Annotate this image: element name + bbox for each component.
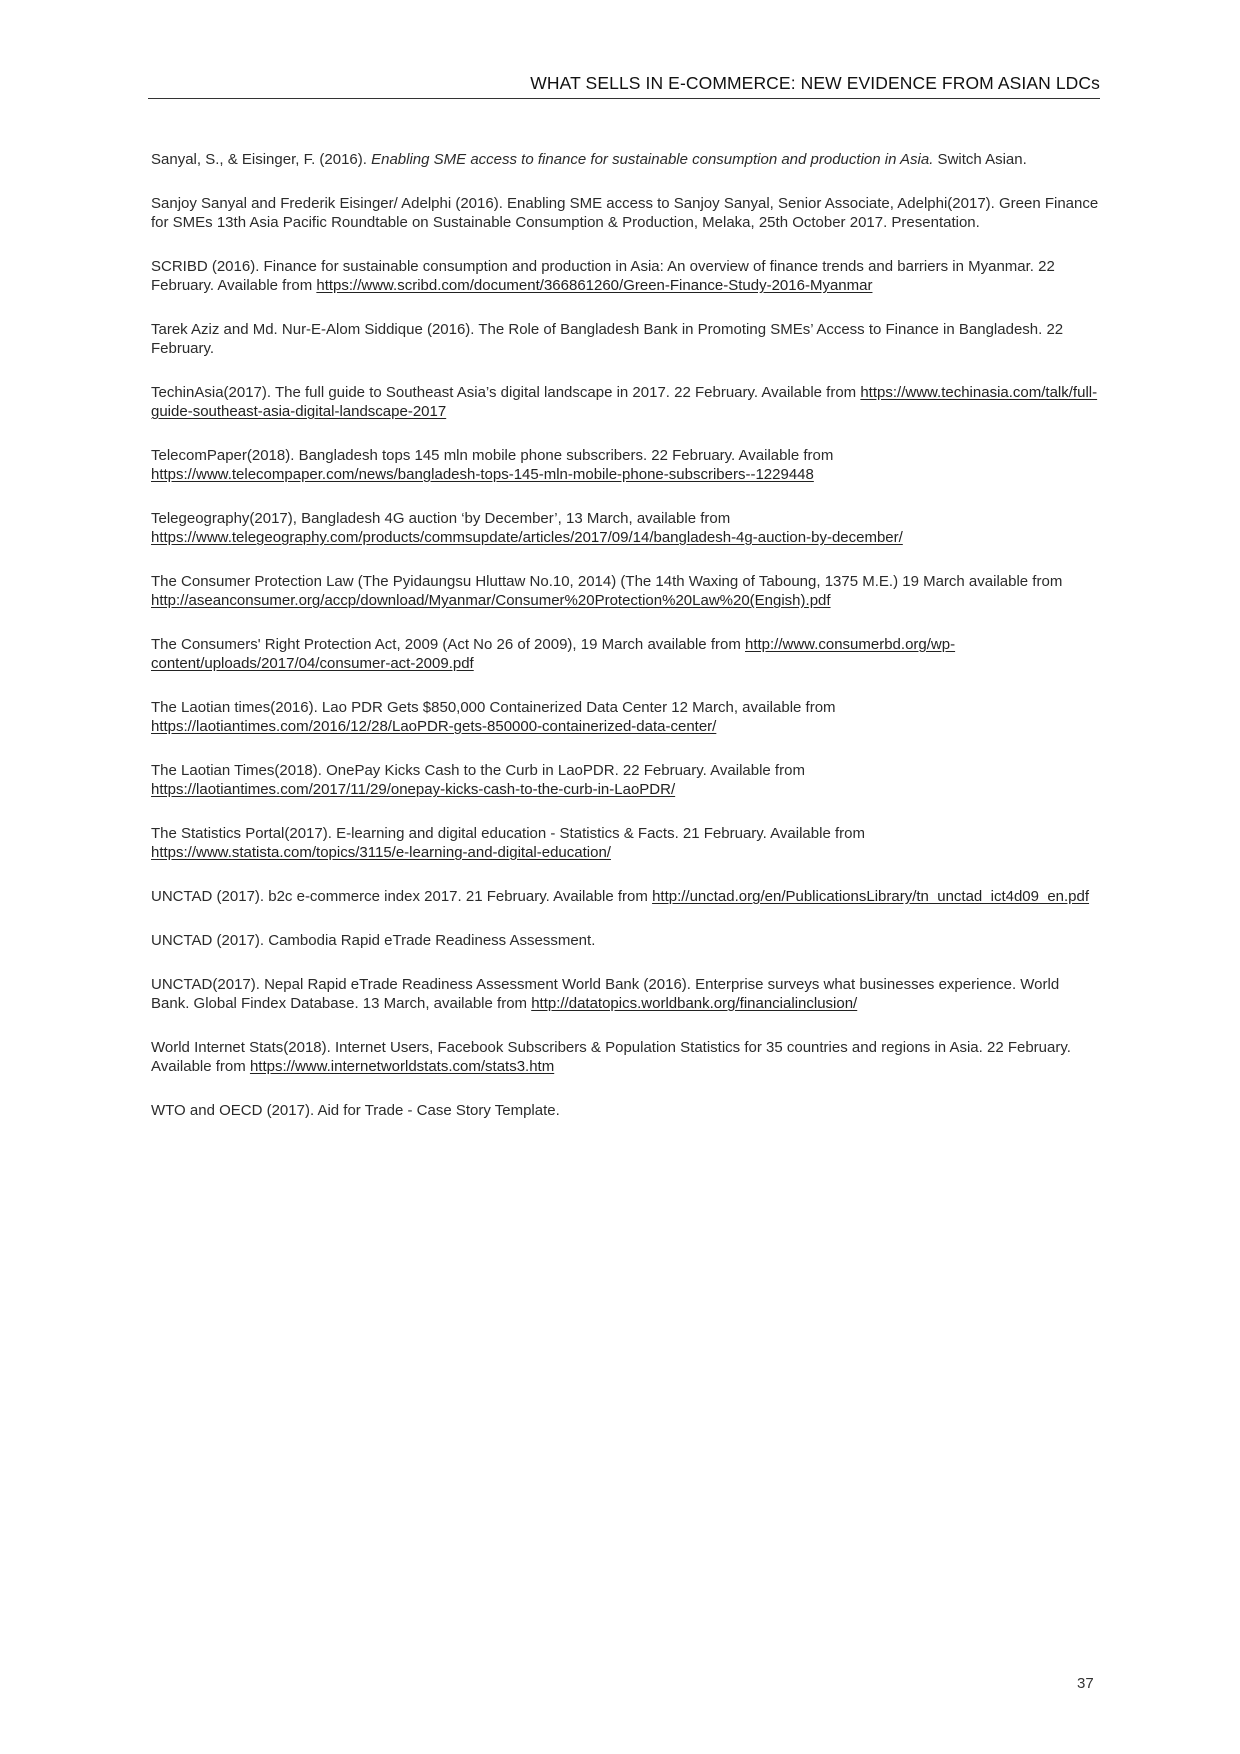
reference-unctad-b2c-2017 [151,887,1101,906]
reference-text: Sanjoy Sanyal and Frederik Eisinger/ Adelphi (2016). Enabling SME access to Sanjoy Sanyal, Senior Associate, Adelphi(2017). Green Finance for SMEs 13th Asia Pacific Roundtable on Sustainable Consumption & Production, Melaka, 25th October 2017. Presentation. [151,195,1099,231]
reference-text: The Laotian times(2016). Lao PDR Gets $850,000 Containerized Data Center 12 March, available from [151,699,836,716]
reference-sanyal-eisinger-2016 [151,150,1101,169]
reference-text: UNCTAD (2017). Cambodia Rapid eTrade Readiness Assessment. [151,932,596,949]
reference-link[interactable]: https://www.statista.com/topics/3115/e-learning-and-digital-education/ [151,844,611,861]
reference-text-tail: Switch Asian. [933,151,1027,168]
reference-link[interactable]: http://datatopics.worldbank.org/financialinclusion/ [531,995,858,1012]
reference-aziz-siddique-2016 [151,320,1101,358]
reference-laotian-times-2016 [151,698,1101,736]
reference-text: Telegeography(2017), Bangladesh 4G auction ‘by December’, 13 March, available from [151,510,731,527]
reference-text: UNCTAD(2017). Nepal Rapid eTrade Readiness Assessment World Bank (2016). Enterprise surveys what businesses experience. World Bank. Global Findex Database. 13 March, available from [151,976,1060,1012]
reference-text: The Consumers' Right Protection Act, 2009 (Act No 26 of 2009), 19 March available from [151,636,745,653]
reference-telecompaper-2018 [151,446,1101,484]
reference-laotian-times-2018 [151,761,1101,799]
reference-link[interactable]: https://www.telecompaper.com/news/bangladesh-tops-145-mln-mobile-phone-subscribers--1229448 [151,466,814,483]
reference-wto-oecd-2017 [151,1101,1101,1120]
reference-scribd-2016 [151,257,1101,295]
reference-text: SCRIBD (2016). Finance for sustainable consumption and production in Asia: An overview of finance trends and barriers in Myanmar. 22 February. Available from [151,258,1055,294]
reference-statistics-portal-2017 [151,824,1101,862]
reference-telegeography-2017 [151,509,1101,547]
reference-link[interactable]: http://aseanconsumer.org/accp/download/Myanmar/Consumer%20Protection%20Law%20(Engish).pdf [151,592,831,609]
reference-consumer-protection-law-mm [151,572,1101,610]
reference-unctad-cambodia-2017 [151,931,1101,950]
reference-text: Sanyal, S., & Eisinger, F. (2016). [151,151,372,168]
reference-link[interactable]: https://www.internetworldstats.com/stats3.htm [249,1058,555,1075]
reference-sanyal-eisinger-adelphi [151,194,1101,232]
header-title: WHAT SELLS IN E-COMMERCE: NEW EVIDENCE FROM ASIAN LDCs [530,73,1100,93]
reference-text: World Internet Stats(2018). Internet Users, Facebook Subscribers & Population Statistics for 35 countries and regions in Asia. 22 February. Available from [151,1039,1071,1075]
reference-unctad-nepal-2017 [151,975,1101,1013]
reference-text: The Statistics Portal(2017). E-learning and digital education - Statistics & Facts. 21 February. Available from [151,825,865,842]
page-number: 37 [1077,1675,1094,1692]
reference-link[interactable]: http://unctad.org/en/PublicationsLibrary/tn_unctad_ict4d09_en.pdf [652,888,1090,905]
reference-list [151,150,1101,1145]
reference-link[interactable]: https://www.techinasia.com/talk/full-guide-southeast-asia-digital-landscape-2017 [151,384,1098,420]
reference-link[interactable]: https://laotiantimes.com/2016/12/28/LaoPDR-gets-850000-containerized-data-center/ [151,718,717,735]
reference-text: WTO and OECD (2017). Aid for Trade - Case Story Template. [151,1102,560,1119]
reference-techinasia-2017 [151,383,1101,421]
reference-text: TechinAsia(2017). The full guide to Southeast Asia’s digital landscape in 2017. 22 February. Available from [151,384,861,401]
reference-consumers-right-act-bd [151,635,1101,673]
reference-link[interactable]: https://www.scribd.com/document/366861260/Green-Finance-Study-2016-Myanmar [316,277,873,294]
reference-link[interactable]: https://www.telegeography.com/products/commsupdate/articles/2017/09/14/bangladesh-4g-auction-by-december/ [151,529,903,546]
reference-text: TelecomPaper(2018). Bangladesh tops 145 mln mobile phone subscribers. 22 February. Available from [151,447,834,464]
reference-text: UNCTAD (2017). b2c e-commerce index 2017. 21 February. Available from [151,888,653,905]
reference-text: The Consumer Protection Law (The Pyidaungsu Hluttaw No.10, 2014) (The 14th Waxing of Taboung, 1375 M.E.) 19 March available from [151,573,1063,590]
reference-link[interactable]: http://www.consumerbd.org/wp-content/uploads/2017/04/consumer-act-2009.pdf [151,636,956,672]
running-header [148,72,1100,99]
reference-text: The Laotian Times(2018). OnePay Kicks Cash to the Curb in LaoPDR. 22 February. Available from [151,762,805,779]
reference-title-italic: Enabling SME access to finance for sustainable consumption and production in Asia. [371,151,934,168]
reference-world-internet-stats-2018 [151,1038,1101,1076]
reference-text: Tarek Aziz and Md. Nur-E-Alom Siddique (2016). The Role of Bangladesh Bank in Promoting SMEs’ Access to Finance in Bangladesh. 22 February. [151,321,1064,357]
reference-link[interactable]: https://laotiantimes.com/2017/11/29/onepay-kicks-cash-to-the-curb-in-LaoPDR/ [151,781,676,798]
